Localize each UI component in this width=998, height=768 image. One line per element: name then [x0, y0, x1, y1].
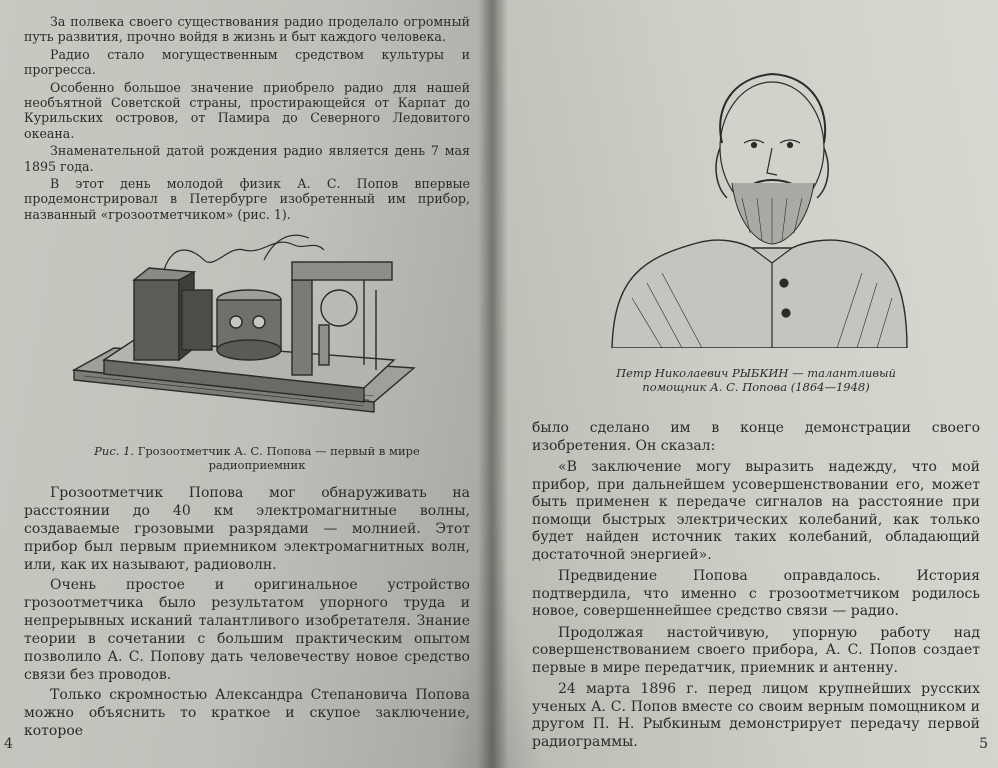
- paragraph: 24 марта 1896 г. перед лицом крупнейших русских ученых А. С. Попов вместе со своим верным помощником и другом П. Н. Рыбкиным демонстрирует передачу первой радиограммы.: [532, 681, 980, 750]
- paragraph: В этот день молодой физик А. С. Попов впервые продемонстрировал в Петербурге изобретенный им прибор, названный «грозоотметчиком» (рис. 1).: [24, 176, 470, 222]
- paragraph: Особенно большое значение приобрело радио для нашей необъятной Советской страны, простирающейся от Карпат до Курильских островов, от Памира до Северного Ледовитого океана.: [24, 79, 470, 141]
- figure-caption-text: Грозоотметчик А. С. Попова — первый в мире радиоприемник: [137, 444, 420, 473]
- paragraph: За полвека своего существования радио проделало огромный путь развития, прочно войдя в жизнь и быт каждого человека.: [24, 14, 470, 45]
- paragraph: Знаменательной датой рождения радио является день 7 мая 1895 года.: [24, 143, 470, 174]
- portrait-rybkin-illustration: [602, 48, 912, 348]
- left-page: [0, 0, 492, 768]
- paragraph: Продолжая настойчивую, упорную работу над совершенствованием своего прибора, А. С. Попов создает первые в мире передатчик, приемник и антенну.: [532, 624, 980, 676]
- page-number: 5: [979, 736, 988, 752]
- figure-1: [24, 230, 470, 440]
- right-text: [532, 420, 980, 751]
- book-gutter: [478, 0, 508, 768]
- portrait: [532, 48, 980, 348]
- portrait-caption-line: Петр Николаевич РЫБКИН — талантливый: [616, 366, 896, 380]
- left-bottom-text: [24, 484, 470, 740]
- paragraph: Очень простое и оригинальное устройство грозоотметчика было результатом упорного труда и непрерывных исканий талантливого изобретателя. Знание теории в сочетании с большим практическим опытом позволило А. С. Попову дать человечеству новое средство связи без проводов.: [24, 577, 470, 684]
- quote-paragraph: «В заключение могу выразить надежду, что мой прибор, при дальнейшем усовершенствовании его, может быть применен к передаче сигналов на расстояние при помощи быстрых электрических колебаний, как только будет найден источник таких колебаний, обладающий достаточной энергией».: [532, 459, 980, 563]
- paragraph: Предвидение Попова оправдалось. История подтвердила, что именно с грозоотметчиком родилось новое, совершеннейшее средство связи — радио.: [532, 568, 980, 619]
- paragraph: Радио стало могущественным средством культуры и прогресса.: [24, 46, 470, 78]
- paragraph: Грозоотметчик Попова мог обнаруживать на расстоянии до 40 км электромагнитные волны, создаваемые грозовыми разрядами — молнией. Этот прибор был первым приемником электромагнитных волн, или, как их называют, радиоволн.: [24, 485, 470, 574]
- left-top-text: [24, 14, 470, 222]
- right-page: [492, 0, 998, 768]
- paragraph: было сделано им в конце демонстрации своего изобретения. Он сказал:: [532, 420, 980, 454]
- grozootmetchik-illustration: [64, 230, 424, 440]
- paragraph: Только скромностью Александра Степановича Попова можно объяснить то краткое и скупое заключение, которое: [24, 687, 470, 740]
- portrait-caption: [532, 366, 980, 394]
- figure-label: Рис. 1.: [94, 444, 135, 459]
- page-number: 4: [4, 736, 13, 752]
- figure-caption: [64, 444, 470, 472]
- portrait-caption-line: помощник А. С. Попова (1864—1948): [642, 380, 870, 394]
